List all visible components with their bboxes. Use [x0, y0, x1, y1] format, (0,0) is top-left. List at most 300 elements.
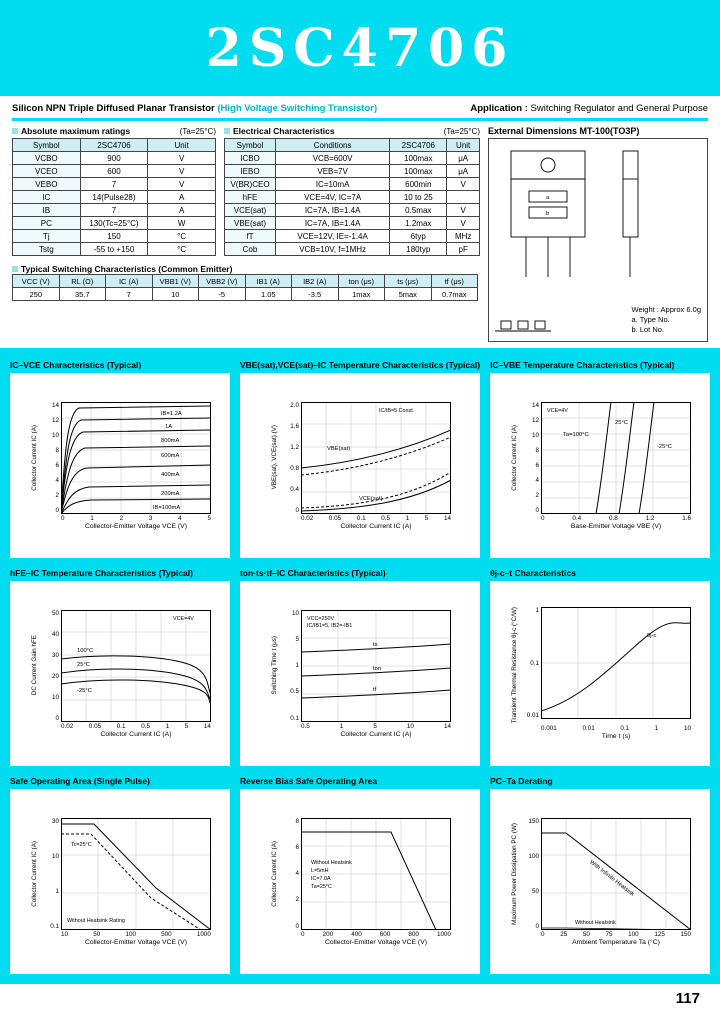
table-cell: VCB=10V, f=1MHz: [276, 243, 390, 256]
tick-label: 0.1: [116, 722, 126, 730]
curve: [61, 465, 211, 514]
lot-no-note: b. Lot No.: [631, 324, 665, 334]
curve-label: 400mA: [160, 471, 180, 478]
mounting-hole: [541, 158, 555, 172]
pc-ta-plot: [541, 818, 691, 930]
table-cell: W: [148, 217, 216, 230]
tick-label: 1: [339, 722, 344, 730]
x-axis-label: Collector Current IC (A): [340, 730, 412, 738]
table-cell: VCEO: [13, 165, 81, 178]
y-axis-ticks: [520, 607, 541, 719]
title-band: [0, 0, 720, 96]
x-axis-label: Collector-Emitter Voltage VCE (V): [325, 938, 427, 946]
curve-label: Ta=100°C: [563, 431, 589, 438]
tick-label: 4: [55, 476, 59, 484]
tick-label: 5: [207, 514, 211, 522]
curve-label: IB=100mA: [152, 504, 181, 511]
table-cell: 600: [80, 165, 148, 178]
tick-label: 0.5: [301, 722, 310, 730]
y-axis-label: Transient Thermal Resistance θj-c (°C/W): [511, 607, 519, 724]
tick-label: 0.1: [50, 922, 59, 930]
chart-title: ton·ts·tf–IC Characteristics (Typical): [239, 568, 386, 578]
y-axis-ticks: [40, 610, 61, 722]
external-dimensions-section: [488, 126, 708, 342]
tick-label: 30: [51, 817, 59, 825]
table-cell: V: [148, 152, 216, 165]
table-row: [225, 191, 480, 204]
page-footer: [0, 984, 720, 1012]
tick-label: 2: [535, 491, 540, 499]
package-notes: [632, 305, 702, 335]
tick-label: 0.1: [620, 724, 630, 732]
table-cell: A: [148, 204, 216, 217]
y-axis-label: Maximum Power Dissipation PC (W): [511, 822, 519, 925]
x-axis-ticks: [541, 725, 691, 732]
chart-panel-vsat-ic: [240, 360, 480, 558]
tick-label: 0: [295, 506, 299, 514]
column-header: 2SC4706: [80, 139, 148, 152]
table-cell: 7: [80, 178, 148, 191]
annotation: IC/IB1=5, IB2=-IB1: [307, 622, 353, 629]
tick-label: 30: [51, 651, 59, 659]
column-header: Symbol: [225, 139, 276, 152]
table-cell: IC=7A, IB=1.4A: [276, 204, 390, 217]
tick-label: 2.0: [290, 401, 299, 409]
column-header: ton (μs): [338, 275, 385, 288]
table-cell: -5: [199, 288, 246, 301]
curve-label: 600mA: [160, 452, 180, 459]
curve-label: ton: [373, 665, 382, 672]
y-axis-ticks: [40, 818, 61, 930]
tick-label: 4: [178, 514, 182, 522]
curve-label: -25°C: [657, 443, 672, 450]
curve-label: With Infinite Heatsink: [588, 858, 635, 898]
table-cell: fT: [225, 230, 276, 243]
annotation: Ta=25°C: [311, 883, 332, 890]
application-text: Switching Regulator and General Purpose: [530, 103, 708, 114]
spec-content: [0, 96, 720, 348]
device-subtype-text: (High Voltage Switching Transistor): [217, 103, 378, 114]
chart-box: [490, 789, 710, 974]
annotation: VCC=250V: [307, 615, 335, 622]
tick-label: 2: [119, 514, 124, 522]
tick-label: 0.001: [541, 724, 557, 732]
tick-label: 0: [60, 514, 65, 522]
table-cell: IB: [13, 204, 81, 217]
tick-label: 0: [541, 514, 545, 522]
chart-box: [240, 373, 480, 558]
tick-label: 0.8: [609, 514, 618, 522]
tick-label: 1000: [436, 930, 451, 938]
tick-label: 1: [165, 722, 170, 730]
y-axis-label: DC Current Gain hFE: [30, 635, 38, 696]
abs-max-table: [12, 138, 216, 256]
tick-label: 8: [295, 817, 299, 825]
table-cell: PC: [13, 217, 81, 230]
tick-label: 50: [51, 609, 59, 617]
marker-a: a: [546, 195, 550, 201]
chart-panel-ic-vbe: [490, 360, 710, 558]
divider-rule: [12, 118, 708, 121]
tick-label: 0: [295, 922, 299, 930]
column-header: IC (A): [106, 275, 153, 288]
chart-title: IC–VCE Characteristics (Typical): [10, 360, 142, 370]
package-drawing: [493, 143, 693, 283]
tick-label: 500: [161, 930, 172, 938]
table-cell: 0.5max: [390, 204, 447, 217]
x-axis-ticks: [61, 931, 211, 938]
tick-label: 10: [51, 431, 59, 439]
chart-title: PC–Ta Derating: [490, 776, 553, 786]
weight-note: Weight : Approx 6.0g: [631, 304, 701, 314]
tick-label: 8: [535, 446, 540, 454]
table-cell: VCE=4V, IC=7A: [276, 191, 390, 204]
table-cell: VCBO: [13, 152, 81, 165]
chart-panel-hfe-ic: [10, 568, 230, 766]
tick-label: 0: [541, 930, 545, 938]
column-header: IB1 (A): [245, 275, 292, 288]
elec-char-title: Electrical Characteristics: [224, 126, 335, 136]
tick-label: 75: [605, 930, 613, 938]
curve-label: 100°C: [76, 647, 94, 654]
table-header-row: [13, 275, 478, 288]
annotation: IC/IB=5 Const.: [379, 407, 415, 414]
section-bullet-icon: [12, 266, 18, 272]
tick-label: 2: [295, 896, 299, 904]
table-cell: 180typ: [390, 243, 447, 256]
table-cell: MHz: [447, 230, 480, 243]
curve-label: ts: [373, 641, 378, 648]
external-dimensions-title: External Dimensions MT-100(TO3P): [488, 126, 640, 136]
tick-label: 0: [535, 922, 540, 930]
table-cell: 14(Pulse28): [80, 191, 148, 204]
tick-label: 1: [654, 724, 659, 732]
tick-label: 1: [90, 514, 94, 522]
table-cell: 100max: [390, 165, 447, 178]
y-axis-ticks: [280, 818, 301, 930]
tick-label: 1.6: [290, 422, 299, 430]
chart-box: [10, 789, 230, 974]
column-header: VBB2 (V): [199, 275, 246, 288]
switching-section: [12, 264, 478, 301]
curve-label: 1A: [164, 423, 173, 430]
column-header: 2SC4706: [390, 139, 447, 152]
tick-label: 14: [203, 722, 211, 730]
abs-max-title: Absolute maximum ratings: [12, 126, 130, 136]
table-cell: VCE=12V, IE=-1.4A: [276, 230, 390, 243]
vsat-ic-plot: [301, 402, 451, 514]
chart-panel-thermal: [490, 568, 710, 766]
y-axis-ticks: [280, 610, 301, 722]
table-cell: IEBO: [225, 165, 276, 178]
annotation: Tc=25°C: [70, 841, 92, 848]
tick-label: 100: [125, 930, 136, 938]
chart-title: VBE(sat),VCE(sat)–IC Temperature Characteristics (Typical): [239, 360, 481, 370]
curve-minus25c: [639, 402, 654, 514]
y-axis-label: Collector Current IC (A): [511, 424, 519, 491]
chart-box: [240, 581, 480, 766]
annotation: VCE=4V: [547, 407, 568, 414]
table-cell: 150: [80, 230, 148, 243]
tick-label: 6: [535, 461, 540, 469]
table-cell: μA: [447, 152, 480, 165]
chart-title: hFE–IC Temperature Characteristics (Typical): [10, 568, 193, 578]
x-axis-ticks: [61, 515, 211, 522]
table-cell: V(BR)CEO: [225, 178, 276, 191]
tick-label: 800: [408, 930, 419, 938]
application-line: [470, 103, 708, 114]
type-no-note: a. Type No.: [631, 314, 670, 324]
thermal-plot: [541, 607, 691, 719]
table-cell: 100max: [390, 152, 447, 165]
tick-label: 0.1: [356, 514, 366, 522]
y-axis-ticks: [40, 402, 61, 514]
x-axis-label: Collector Current IC (A): [340, 522, 412, 530]
x-axis-label: Time t (s): [601, 732, 631, 740]
table-row: [225, 217, 480, 230]
table-row: [13, 178, 216, 191]
x-axis-ticks: [301, 723, 451, 730]
table-row: [225, 178, 480, 191]
column-header: Conditions: [276, 139, 390, 152]
table-cell: 1.05: [245, 288, 292, 301]
pin-2: [518, 321, 528, 329]
table-row: [225, 165, 480, 178]
tick-label: 5: [295, 635, 299, 643]
table-cell: 10: [152, 288, 199, 301]
curve: [61, 446, 211, 514]
curve-label: IB=1.2A: [160, 410, 182, 417]
table-cell: 130(Tc=25°C): [80, 217, 148, 230]
tick-label: 50: [532, 887, 540, 895]
curve-label: 25°C: [615, 419, 628, 426]
chart-box: [240, 789, 480, 974]
tick-label: 10: [291, 609, 299, 617]
curve: [61, 499, 211, 514]
section-bullet-icon: [12, 128, 18, 134]
column-header: ts (μs): [385, 275, 432, 288]
curve: [61, 430, 211, 514]
ic-vbe-plot: [541, 402, 691, 514]
tick-label: 0.5: [290, 688, 299, 696]
table-cell: pF: [447, 243, 480, 256]
column-header: tf (μs): [431, 275, 478, 288]
tick-label: 4: [295, 870, 299, 877]
x-axis-ticks: [541, 515, 691, 522]
tick-label: 0: [55, 506, 59, 514]
column-header: VCC (V): [13, 275, 60, 288]
x-axis-label: Collector-Emitter Voltage VCE (V): [84, 938, 187, 946]
curve-label: 25°C: [76, 661, 90, 668]
table-cell: 35.7: [59, 288, 106, 301]
chart-panel-soa: [10, 776, 230, 974]
tick-label: 40: [51, 630, 59, 638]
device-type-text: Silicon NPN Triple Diffused Planar Transistor: [12, 103, 215, 114]
table-cell: -55 to +150: [80, 243, 148, 256]
chart-panel-ic-vce: [10, 360, 230, 558]
y-axis-label: Collector Current IC (A): [271, 840, 278, 907]
table-cell: VEBO: [13, 178, 81, 191]
column-header: IB2 (A): [292, 275, 339, 288]
table-cell: V: [148, 165, 216, 178]
table-row: [225, 230, 480, 243]
table-cell: -3.5: [292, 288, 339, 301]
package-front: [511, 151, 585, 237]
table-cell: hFE: [225, 191, 276, 204]
table-cell: 5max: [385, 288, 432, 301]
table-cell: 600min: [390, 178, 447, 191]
tick-label: 1: [295, 662, 299, 669]
tick-label: 14: [532, 401, 540, 409]
annotation: Without Heatsink Rating: [66, 917, 125, 924]
table-cell: °C: [148, 243, 216, 256]
column-header: Symbol: [13, 139, 81, 152]
tick-label: 10: [60, 930, 68, 938]
y-axis-ticks: [280, 402, 301, 514]
tick-label: 2: [55, 491, 59, 499]
tick-label: 0: [301, 930, 305, 938]
table-row: [13, 288, 478, 301]
elec-char-table: [224, 138, 480, 256]
table-cell: 7: [106, 288, 153, 301]
y-axis-label: Switching Time t (μs): [271, 636, 278, 695]
chart-panel-pc-ta: [490, 776, 710, 974]
rbsoa-plot: [301, 818, 451, 930]
table-row: [13, 191, 216, 204]
tick-label: 1000: [196, 930, 211, 938]
tick-label: 6: [55, 461, 59, 469]
tick-label: 12: [532, 416, 540, 424]
column-header: Unit: [148, 139, 216, 152]
chart-title: Safe Operating Area (Single Pulse): [10, 776, 150, 786]
annotation: Without Heatsink: [311, 859, 352, 866]
tick-label: 0.1: [530, 659, 540, 667]
chart-title: θj-c–t Characteristics: [490, 568, 576, 578]
tick-label: 50: [582, 930, 590, 938]
table-row: [13, 230, 216, 243]
curve-25c: [619, 402, 634, 514]
tick-label: 0.01: [526, 712, 540, 720]
curve-label: Without Heatsink: [575, 919, 616, 926]
x-axis-label: Collector Current IC (A): [100, 730, 172, 738]
table-cell: 900: [80, 152, 148, 165]
table-cell: V: [447, 178, 480, 191]
x-axis-ticks: [301, 515, 451, 522]
y-axis-ticks: [520, 818, 541, 930]
hfe-ic-plot: [61, 610, 211, 722]
tick-label: 1.2: [290, 443, 299, 451]
tick-label: 0.4: [290, 485, 299, 493]
table-row: [13, 243, 216, 256]
table-cell: V: [148, 178, 216, 191]
tick-label: 12: [51, 416, 59, 424]
tick-label: 100: [628, 930, 639, 938]
chart-box: [490, 373, 710, 558]
gridlines: [541, 818, 691, 930]
y-axis-label: VBE(sat), VCE(sat) (V): [271, 425, 278, 490]
curve-label: VBE(sat): [327, 445, 351, 452]
device-description: [12, 103, 377, 114]
table-row: [13, 204, 216, 217]
tick-label: 4: [535, 476, 540, 484]
table-header-row: [13, 139, 216, 152]
table-cell: VBE(sat): [225, 217, 276, 230]
y-axis-label: Collector Current IC (A): [30, 424, 38, 491]
table-cell: VCB=600V: [276, 152, 390, 165]
tick-label: 14: [443, 514, 451, 522]
table-cell: 6typ: [390, 230, 447, 243]
pin-3: [535, 321, 545, 329]
column-header: Unit: [447, 139, 480, 152]
x-axis-label: Base-Emitter Voltage VBE (V): [570, 522, 662, 530]
annotation: VCE=4V: [172, 615, 194, 622]
tick-label: 125: [654, 930, 665, 938]
curve-label: VCE(sat): [359, 495, 383, 502]
tick-label: 1.6: [682, 514, 691, 522]
tick-label: 20: [51, 672, 59, 680]
table-row: [225, 204, 480, 217]
tick-label: 50: [93, 930, 101, 938]
table-row: [225, 152, 480, 165]
table-row: [13, 217, 216, 230]
pinout-drawing: [495, 315, 551, 335]
tick-label: 0.02: [60, 722, 74, 730]
tick-label: 150: [680, 930, 691, 938]
chart-box: [490, 581, 710, 766]
table-cell: °C: [148, 230, 216, 243]
application-label: Application :: [470, 103, 528, 114]
tick-label: 10: [532, 431, 540, 439]
table-cell: 7: [80, 204, 148, 217]
tick-label: 10: [683, 724, 691, 732]
tick-label: 0.5: [381, 514, 390, 522]
table-cell: 0.7max: [431, 288, 478, 301]
tick-label: 8: [55, 446, 59, 454]
switching-times-plot: [301, 610, 451, 722]
tick-label: 3: [148, 514, 153, 522]
curve-100c: [596, 402, 611, 514]
tick-label: 14: [443, 722, 451, 730]
x-axis-label: Collector-Emitter Voltage VCE (V): [84, 522, 187, 530]
marker-b: b: [546, 211, 550, 217]
tick-label: 5: [184, 722, 189, 730]
table-cell: 1max: [338, 288, 385, 301]
chart-box: [10, 581, 230, 766]
tick-label: 0: [55, 714, 59, 722]
switching-title: Typical Switching Characteristics (Common Emitter): [12, 264, 478, 274]
tick-label: 0.05: [328, 514, 342, 522]
annotation: IC=7.0A: [311, 875, 331, 882]
table-cell: 1.2max: [390, 217, 447, 230]
tick-label: 400: [351, 930, 362, 938]
tick-label: 5: [424, 514, 429, 522]
annotation: L=5mH: [311, 867, 329, 874]
table-cell: VEB=7V: [276, 165, 390, 178]
gridlines: [541, 402, 691, 514]
section-bullet-icon: [224, 128, 230, 134]
x-axis-ticks: [61, 723, 211, 730]
tick-label: 25: [560, 930, 568, 938]
table-cell: IC=7A, IB=1.4A: [276, 217, 390, 230]
package-side: [623, 151, 638, 237]
table-row: [13, 165, 216, 178]
package-drawing-box: [488, 138, 708, 342]
tick-label: 200: [322, 930, 334, 938]
table-cell: [447, 191, 480, 204]
table-cell: VCE(sat): [225, 204, 276, 217]
tick-label: 10: [406, 722, 414, 730]
package-name: MT-100(TO3P): [579, 126, 640, 136]
